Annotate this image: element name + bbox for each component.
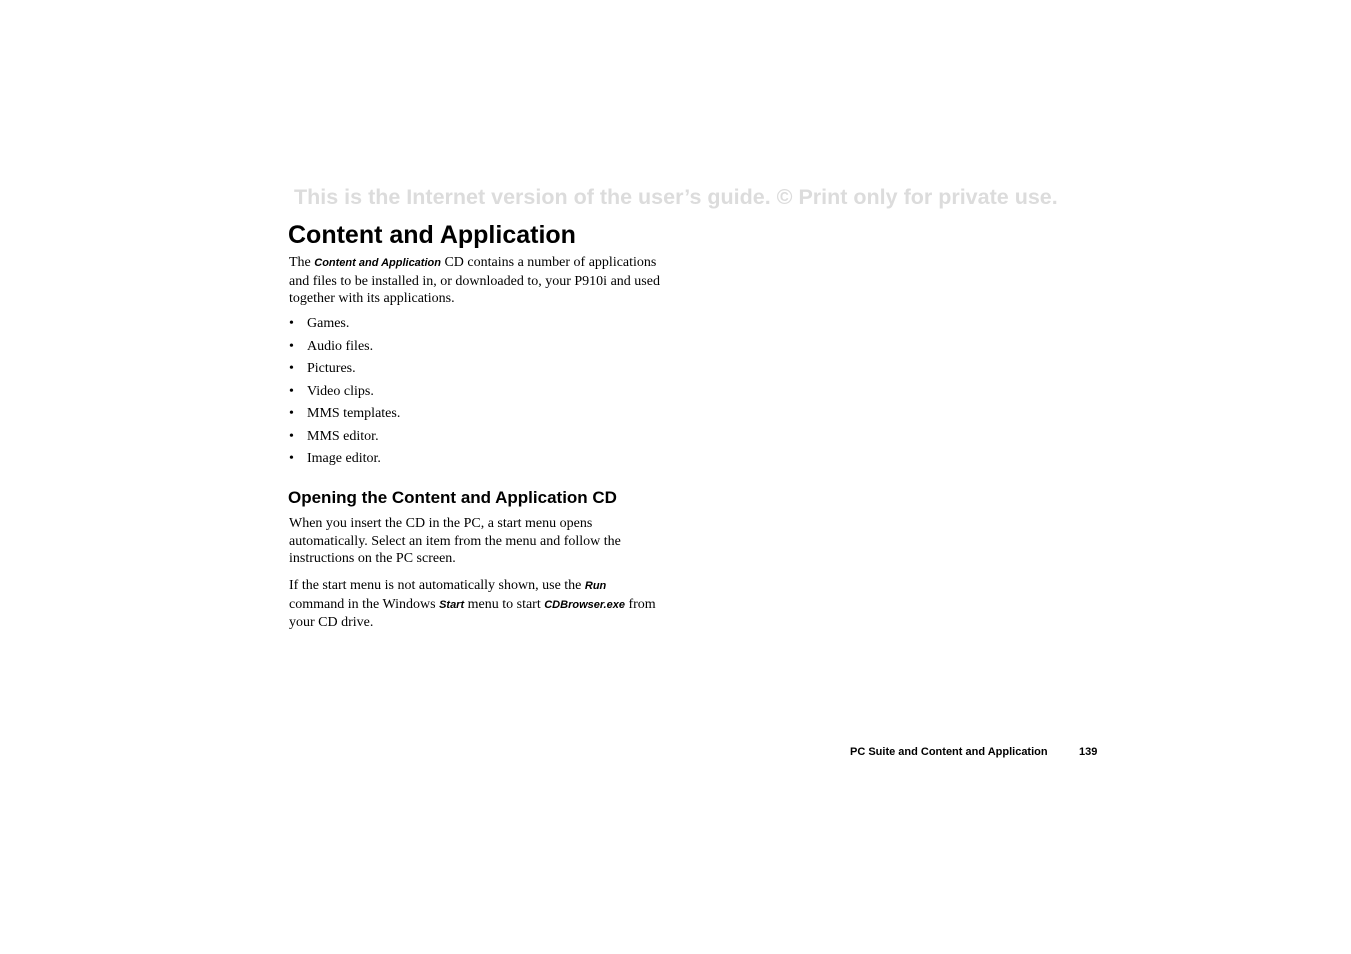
bullet-icon: • [289, 406, 294, 421]
list-item [289, 360, 400, 383]
intro-text-2: CD contains a number of applications and files to be installed in, or downloaded to, your P910i and used together with its applications. [289, 255, 660, 307]
watermark-text: This is the Internet version of the user’s guide. © Print only for private use. [294, 185, 1058, 209]
para-text-4: from your CD drive. [289, 596, 656, 631]
content-list [289, 315, 400, 473]
list-item [289, 383, 400, 406]
bullet-icon: • [289, 316, 294, 331]
exe-term: CDBrowser.exe [544, 598, 625, 611]
intro-term: Content and Application [314, 257, 441, 269]
bullet-icon: • [289, 361, 294, 376]
list-item [289, 338, 400, 361]
bullet-icon: • [289, 451, 294, 466]
page-title: Content and Application [288, 221, 576, 249]
list-item [289, 450, 400, 473]
page-number: 139 [1079, 746, 1098, 758]
list-item-label: Audio files. [307, 338, 374, 354]
list-item-label: Pictures. [307, 361, 356, 376]
start-term: Start [439, 598, 465, 611]
para-text-3: menu to start [464, 596, 545, 612]
intro-text-1: The [289, 255, 315, 270]
body-paragraph: When you insert the CD in the PC, a start menu opens automatically. Select an item from the menu and follow the instructions on the PC screen. [289, 516, 621, 567]
para-text-1: If the start menu is not automatically shown, use the [289, 578, 585, 593]
list-item [289, 315, 400, 338]
list-item-label: MMS templates. [307, 406, 401, 421]
list-item-label: Games. [307, 316, 350, 331]
list-item-label: Video clips. [307, 383, 374, 399]
para-text-2: command in the Windows [289, 596, 440, 612]
list-item-label: MMS editor. [307, 428, 379, 444]
list-item [289, 428, 400, 451]
body-paragraph [289, 577, 661, 632]
intro-paragraph [289, 254, 661, 308]
bullet-icon: • [289, 383, 294, 399]
footer-section-title: PC Suite and Content and Application [850, 746, 1048, 758]
list-item [289, 405, 400, 428]
section-heading: Opening the Content and Application CD [288, 488, 617, 507]
bullet-icon: • [289, 428, 294, 444]
bullet-icon: • [289, 338, 294, 354]
run-term: Run [584, 580, 607, 592]
list-item-label: Image editor. [307, 451, 381, 466]
